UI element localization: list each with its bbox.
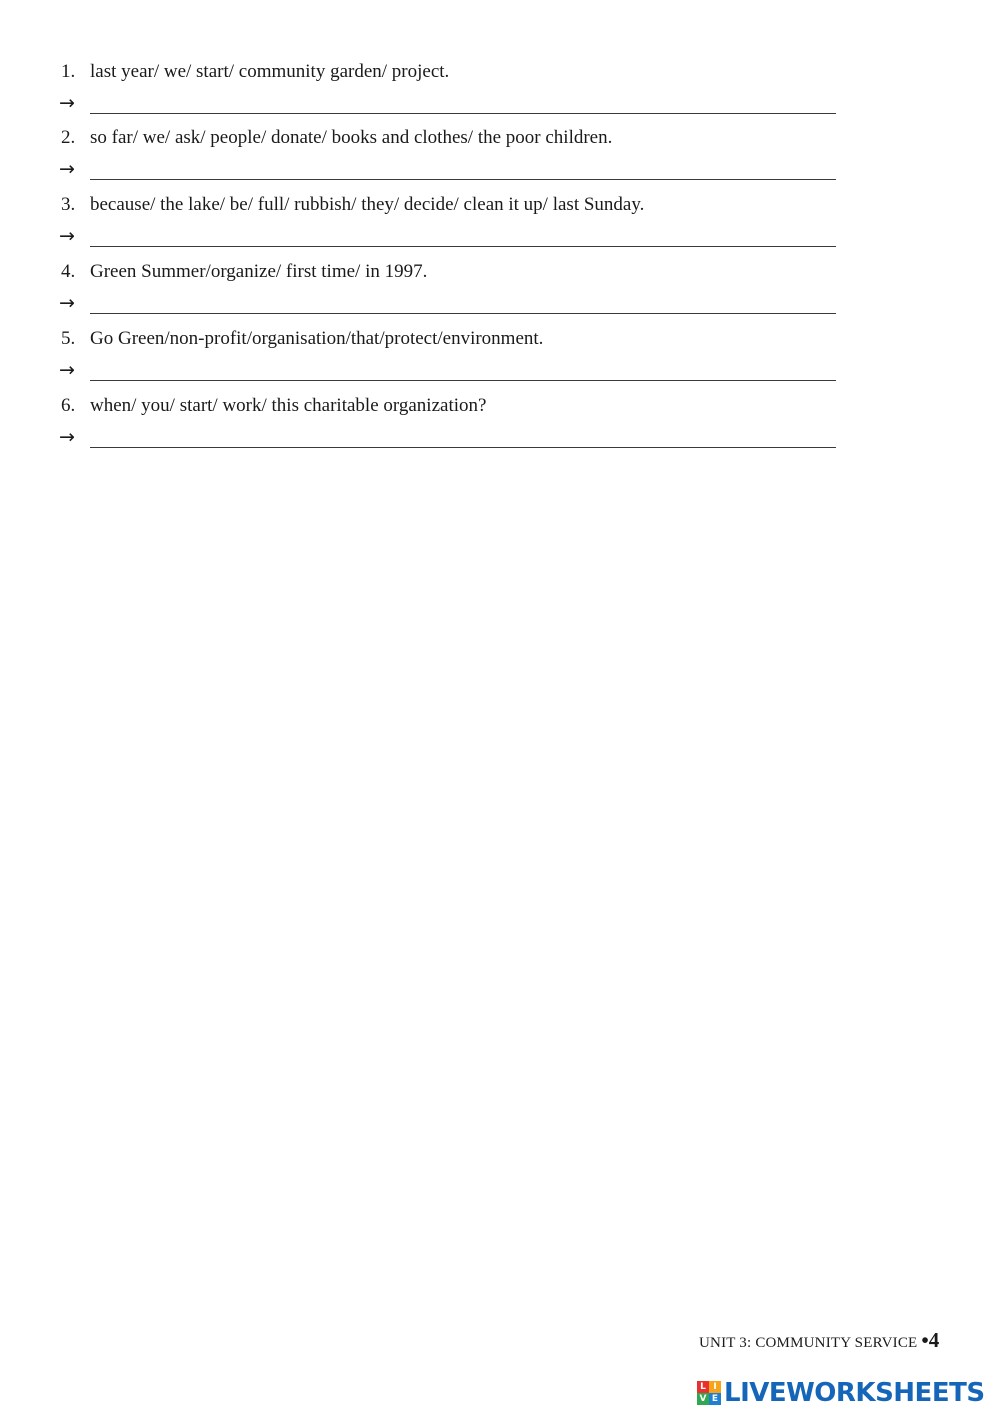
logo-letter-l: L <box>697 1381 709 1393</box>
item-number: 3. <box>61 194 76 215</box>
page-footer <box>699 1327 939 1353</box>
item-number: 6. <box>61 395 76 416</box>
answer-line <box>0 355 1000 385</box>
prompt-line <box>0 191 1000 219</box>
arrow-right-icon: → <box>59 225 75 247</box>
prompt-text: when/ you/ start/ work/ this charitable organization? <box>90 395 487 416</box>
logo-letter-v: V <box>697 1393 709 1405</box>
prompt-line <box>0 124 1000 152</box>
answer-input-3[interactable] <box>90 223 836 247</box>
answer-input-1[interactable] <box>90 90 836 114</box>
logo-letter-i: I <box>709 1381 721 1393</box>
answer-input-4[interactable] <box>90 290 836 314</box>
prompt-line <box>0 325 1000 353</box>
item-number: 1. <box>61 61 76 82</box>
prompt-text: Go Green/non-profit/organisation/that/protect/environment. <box>90 328 544 349</box>
item-number: 2. <box>61 127 76 148</box>
arrow-right-icon: → <box>59 426 75 448</box>
item-number: 4. <box>61 261 76 282</box>
answer-line <box>0 422 1000 452</box>
arrow-right-icon: → <box>59 359 75 381</box>
unit-label: UNIT 3: COMMUNITY SERVICE <box>699 1335 918 1351</box>
prompt-text: last year/ we/ start/ community garden/ project. <box>90 61 450 82</box>
answer-line <box>0 88 1000 118</box>
answer-line <box>0 154 1000 184</box>
page-number: •4 <box>921 1328 940 1352</box>
arrow-right-icon: → <box>59 92 75 114</box>
prompt-line <box>0 258 1000 286</box>
answer-input-6[interactable] <box>90 424 836 448</box>
prompt-text: Green Summer/organize/ first time/ in 1997. <box>90 261 428 282</box>
arrow-right-icon: → <box>59 292 75 314</box>
prompt-line <box>0 58 1000 86</box>
prompt-line <box>0 392 1000 420</box>
prompt-text: because/ the lake/ be/ full/ rubbish/ they/ decide/ clean it up/ last Sunday. <box>90 194 645 215</box>
item-number: 5. <box>61 328 76 349</box>
answer-line <box>0 288 1000 318</box>
arrow-right-icon: → <box>59 158 75 180</box>
liveworksheets-logo <box>697 1378 985 1408</box>
live-badge-icon <box>697 1381 721 1405</box>
answer-input-5[interactable] <box>90 357 836 381</box>
answer-line <box>0 221 1000 251</box>
logo-letter-e: E <box>709 1393 721 1405</box>
prompt-text: so far/ we/ ask/ people/ donate/ books and clothes/ the poor children. <box>90 127 613 148</box>
answer-input-2[interactable] <box>90 156 836 180</box>
brand-wordmark: LIVEWORKSHEETS <box>724 1378 985 1408</box>
